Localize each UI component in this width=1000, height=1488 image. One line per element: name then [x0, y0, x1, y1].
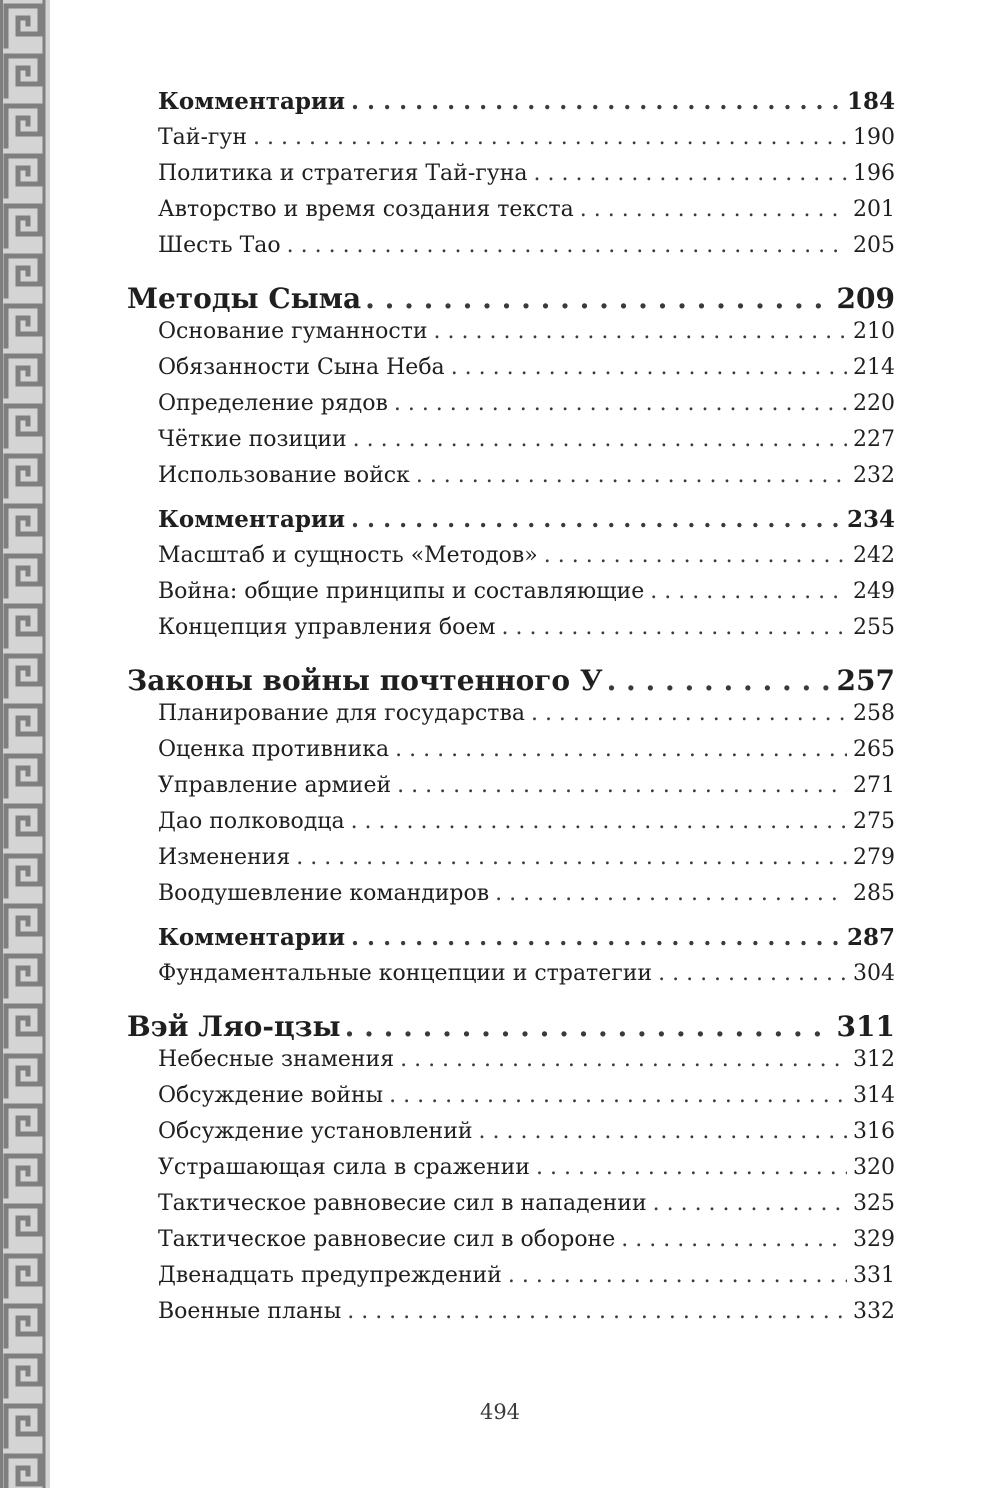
- toc-entry-title: Фундаментальные концепции и стратегии: [158, 961, 653, 986]
- toc-leader-dots: [580, 197, 847, 222]
- toc-leader-dots: [495, 881, 847, 906]
- toc-leader-dots: [389, 1083, 847, 1108]
- toc-entry-page: 325: [853, 1191, 895, 1216]
- toc-leader-dots: [351, 924, 841, 951]
- toc-leader-dots: [658, 961, 847, 986]
- toc-entry[interactable]: [158, 161, 895, 195]
- toc-entry-title: Определение рядов: [158, 391, 388, 416]
- toc-entry-title: Дао полководца: [158, 809, 345, 834]
- toc-leader-dots: [351, 88, 841, 115]
- toc-entry-page: 279: [853, 845, 895, 870]
- toc-entry[interactable]: [158, 1191, 895, 1225]
- toc-entry-title: Шесть Тао: [158, 233, 281, 258]
- toc-entry[interactable]: [158, 701, 895, 735]
- toc-entry-title: Обязанности Сына Неба: [158, 355, 445, 380]
- toc-entry[interactable]: [158, 427, 895, 461]
- toc-entry[interactable]: [158, 809, 895, 843]
- toc-entry[interactable]: [158, 579, 895, 613]
- toc-entry-page: 331: [853, 1263, 895, 1288]
- toc-leader-dots: [479, 1119, 847, 1144]
- toc-entry-title: Оценка противника: [158, 737, 390, 762]
- toc-leader-dots: [397, 773, 847, 798]
- toc-entry[interactable]: [158, 543, 895, 577]
- toc-entry-title: Комментарии: [158, 88, 346, 115]
- toc-entry[interactable]: [158, 1299, 895, 1333]
- toc-leader-dots: [534, 161, 848, 186]
- toc-entry-title: Авторство и время создания текста: [158, 197, 574, 222]
- toc-entry-title: Комментарии: [158, 924, 346, 951]
- toc-entry-title: Методы Сыма: [127, 282, 362, 315]
- toc-leader-dots: [345, 1010, 833, 1043]
- toc-leader-dots: [501, 615, 847, 640]
- toc-leader-dots: [508, 1263, 847, 1288]
- toc-leader-dots: [621, 1227, 847, 1252]
- toc-entry[interactable]: [158, 615, 895, 649]
- toc-entry-page: 258: [853, 701, 895, 726]
- toc-entry[interactable]: [158, 391, 895, 425]
- toc-commentary-entry[interactable]: [158, 88, 895, 122]
- toc-entry-page: 184: [846, 88, 895, 115]
- toc-chapter-entry[interactable]: [127, 664, 895, 704]
- toc-entry-page: 227: [853, 427, 895, 452]
- toc-entry[interactable]: [158, 881, 895, 915]
- toc-entry[interactable]: [158, 1227, 895, 1261]
- toc-entry-page: 205: [853, 233, 895, 258]
- toc-entry[interactable]: [158, 1119, 895, 1153]
- toc-leader-dots: [536, 1155, 847, 1180]
- toc-commentary-entry[interactable]: [158, 924, 895, 958]
- toc-entry-page: 214: [853, 355, 895, 380]
- toc-entry[interactable]: [158, 737, 895, 771]
- toc-leader-dots: [400, 1047, 847, 1072]
- toc-chapter-entry[interactable]: [127, 1010, 895, 1050]
- toc-leader-dots: [347, 1299, 847, 1324]
- toc-entry-page: 249: [853, 579, 895, 604]
- toc-entry-page: 311: [836, 1010, 895, 1043]
- toc-leader-dots: [531, 701, 847, 726]
- toc-entry-title: Управление армией: [158, 773, 392, 798]
- toc-entry[interactable]: [158, 845, 895, 879]
- toc-entry-page: 329: [853, 1227, 895, 1252]
- toc-entry-page: 242: [853, 543, 895, 568]
- toc-entry[interactable]: [158, 1047, 895, 1081]
- toc-entry[interactable]: [158, 355, 895, 389]
- toc-leader-dots: [253, 125, 847, 150]
- toc-entry-title: Обсуждение установлений: [158, 1119, 473, 1144]
- toc-entry-title: Небесные знамения: [158, 1047, 395, 1072]
- toc-entry-page: 332: [853, 1299, 895, 1324]
- toc-entry-title: Устрашающая сила в сражении: [158, 1155, 530, 1180]
- toc-leader-dots: [351, 506, 841, 533]
- toc-entry-title: Тай-гун: [158, 125, 248, 150]
- toc-entry[interactable]: [158, 319, 895, 353]
- toc-entry-page: 210: [853, 319, 895, 344]
- toc-entry-title: Чёткие позиции: [158, 427, 347, 452]
- toc-entry-page: 316: [853, 1119, 895, 1144]
- toc-entry[interactable]: [158, 233, 895, 267]
- toc-leader-dots: [434, 319, 847, 344]
- toc-entry-page: 234: [846, 506, 895, 533]
- page-number: 494: [479, 1400, 521, 1424]
- toc-leader-dots: [395, 737, 847, 762]
- toc-entry[interactable]: [158, 961, 895, 995]
- toc-entry-title: Концепция управления боем: [158, 615, 496, 640]
- toc-leader-dots: [394, 391, 847, 416]
- toc-entry-page: 232: [853, 463, 895, 488]
- toc-leader-dots: [650, 579, 847, 604]
- toc-entry-page: 209: [836, 282, 895, 315]
- toc-entry[interactable]: [158, 125, 895, 159]
- toc-leader-dots: [544, 543, 847, 568]
- toc-entry-title: Изменения: [158, 845, 291, 870]
- toc-entry-title: Тактическое равновесие сил в нападении: [158, 1191, 647, 1216]
- toc-entry-page: 312: [853, 1047, 895, 1072]
- toc-entry-page: 265: [853, 737, 895, 762]
- toc-entry-page: 201: [853, 197, 895, 222]
- toc-entry-title: Вэй Ляо-цзы: [127, 1010, 341, 1043]
- toc-entry-title: Использование войск: [158, 463, 410, 488]
- toc-entry-page: 287: [846, 924, 895, 951]
- toc-entry-title: Война: общие принципы и составляющие: [158, 579, 645, 604]
- toc-commentary-entry[interactable]: [158, 506, 895, 540]
- toc-leader-dots: [353, 427, 847, 452]
- toc-entry-title: Тактическое равновесие сил в обороне: [158, 1227, 616, 1252]
- toc-entry-page: 220: [853, 391, 895, 416]
- toc-entry[interactable]: [158, 773, 895, 807]
- toc-entry[interactable]: [158, 1155, 895, 1189]
- toc-entry-title: Комментарии: [158, 506, 346, 533]
- toc-entry-title: Политика и стратегия Тай-гуна: [158, 161, 528, 186]
- toc-entry-page: 320: [853, 1155, 895, 1180]
- toc-leader-dots: [296, 845, 847, 870]
- toc-entry-page: 285: [853, 881, 895, 906]
- toc-entry[interactable]: [158, 197, 895, 231]
- toc-entry-page: 255: [853, 615, 895, 640]
- toc-entry-page: 304: [853, 961, 895, 986]
- toc-entry[interactable]: [158, 1263, 895, 1297]
- toc-entry-title: Воодушевление командиров: [158, 881, 490, 906]
- toc-entry-page: 190: [853, 125, 895, 150]
- toc-entry-title: Планирование для государства: [158, 701, 525, 726]
- toc-leader-dots: [287, 233, 847, 258]
- toc-entry-page: 257: [836, 664, 895, 697]
- toc-leader-dots: [365, 282, 832, 315]
- toc-entry-page: 275: [853, 809, 895, 834]
- toc-entry-title: Масштаб и сущность «Методов»: [158, 543, 538, 568]
- toc-entry-page: 314: [853, 1083, 895, 1108]
- toc-entry-title: Двенадцать предупреждений: [158, 1263, 502, 1288]
- toc-entry-title: Военные планы: [158, 1299, 342, 1324]
- toc-entry[interactable]: [158, 463, 895, 497]
- toc-leader-dots: [653, 1191, 847, 1216]
- toc-chapter-entry[interactable]: [127, 282, 895, 322]
- toc-entry-title: Законы войны почтенного У: [127, 664, 603, 697]
- toc-entry-title: Основание гуманности: [158, 319, 428, 344]
- toc-leader-dots: [607, 664, 833, 697]
- toc-entry-page: 196: [853, 161, 895, 186]
- toc-entry-page: 271: [853, 773, 895, 798]
- toc-leader-dots: [451, 355, 847, 380]
- toc-leader-dots: [351, 809, 847, 834]
- toc-entry[interactable]: [158, 1083, 895, 1117]
- toc-leader-dots: [416, 463, 847, 488]
- toc-entry-title: Обсуждение войны: [158, 1083, 384, 1108]
